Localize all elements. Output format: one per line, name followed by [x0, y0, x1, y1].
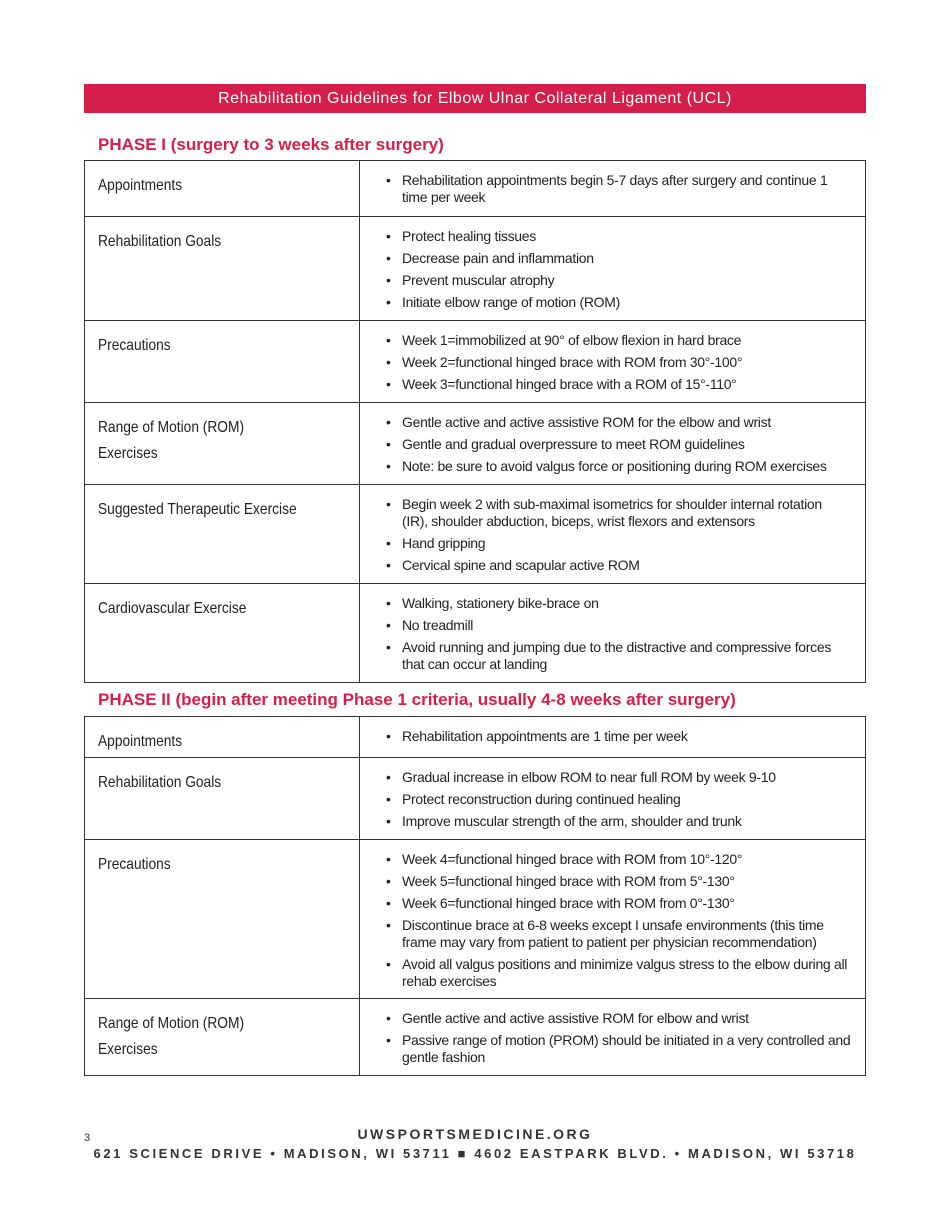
table-row — [85, 758, 866, 840]
row-label-line: Exercises — [98, 1041, 158, 1058]
bullet-list — [386, 332, 851, 393]
row-label — [85, 840, 360, 999]
bullet-list — [386, 496, 851, 574]
bullet-item: • Gentle active and active assistive ROM for elbow and wrist — [386, 1010, 851, 1027]
bullet-list — [386, 728, 851, 745]
bullet-item: • No treadmill — [386, 617, 851, 634]
row-content — [360, 403, 866, 485]
table-row — [85, 485, 866, 584]
bullet-item: • Gentle and gradual overpressure to meet ROM guidelines — [386, 436, 851, 453]
page-number: 3 — [84, 1132, 91, 1144]
row-content — [360, 584, 866, 683]
bullet-item: • Protect reconstruction during continued healing — [386, 791, 851, 808]
table-row — [85, 999, 866, 1076]
row-label — [85, 403, 360, 485]
bullet-item: • Week 2=functional hinged brace with ROM from 30°-100° — [386, 354, 851, 371]
bullet-item: • Cervical spine and scapular active ROM — [386, 557, 851, 574]
row-content — [360, 217, 866, 321]
phase-1-title: PHASE I (surgery to 3 weeks after surgery) — [98, 135, 444, 154]
table-row — [85, 321, 866, 403]
bullet-item: • Note: be sure to avoid valgus force or positioning during ROM exercises — [386, 458, 851, 475]
bullet-list — [386, 1010, 851, 1066]
bullet-item: • Week 1=immobilized at 90° of elbow flexion in hard brace — [386, 332, 851, 349]
bullet-list — [386, 172, 851, 206]
table-row — [85, 584, 866, 683]
bullet-item: • Decrease pain and inflammation — [386, 250, 851, 267]
bullet-item: • Initiate elbow range of motion (ROM) — [386, 294, 851, 311]
phase-2-table — [84, 716, 866, 1076]
row-content — [360, 840, 866, 999]
row-content — [360, 758, 866, 840]
bullet-item: • Week 3=functional hinged brace with a ROM of 15°-110° — [386, 376, 851, 393]
bullet-list — [386, 414, 851, 475]
bullet-list — [386, 851, 851, 990]
bullet-item: • Gradual increase in elbow ROM to near full ROM by week 9-10 — [386, 769, 851, 786]
bullet-item: • Hand gripping — [386, 535, 851, 552]
row-content — [360, 485, 866, 584]
table-row — [85, 403, 866, 485]
row-label — [85, 717, 360, 758]
bullet-item: • Discontinue brace at 6-8 weeks except I unsafe environments (this time frame may vary from patient to patient per physician recommendation) — [386, 917, 851, 951]
document-banner: Rehabilitation Guidelines for Elbow Ulnar Collateral Ligament (UCL) — [84, 84, 866, 113]
row-label — [85, 217, 360, 321]
bullet-item: • Week 6=functional hinged brace with ROM from 0°-130° — [386, 895, 851, 912]
bullet-list — [386, 595, 851, 673]
table-row — [85, 840, 866, 999]
row-label — [85, 584, 360, 683]
row-label-line: Appointments — [98, 177, 183, 194]
table-row — [85, 717, 866, 758]
row-label — [85, 758, 360, 840]
row-label-line: Precautions — [98, 337, 171, 354]
bullet-item: • Week 4=functional hinged brace with ROM from 10°-120° — [386, 851, 851, 868]
row-label-line: Exercises — [98, 445, 158, 462]
bullet-item: • Improve muscular strength of the arm, shoulder and trunk — [386, 813, 851, 830]
table-row — [85, 161, 866, 217]
bullet-item: • Walking, stationery bike-brace on — [386, 595, 851, 612]
bullet-item: • Gentle active and active assistive ROM for the elbow and wrist — [386, 414, 851, 431]
bullet-item: • Begin week 2 with sub-maximal isometrics for shoulder internal rotation (IR), shoulder abduction, biceps, wrist flexors and extensors — [386, 496, 851, 530]
bullet-item: • Rehabilitation appointments are 1 time per week — [386, 728, 851, 745]
row-label — [85, 999, 360, 1076]
row-label — [85, 161, 360, 217]
row-label — [85, 321, 360, 403]
footer-url[interactable]: UWSPORTSMEDICINE.ORG — [357, 1126, 593, 1142]
bullet-item: • Passive range of motion (PROM) should be initiated in a very controlled and gentle fashion — [386, 1032, 851, 1066]
row-content — [360, 161, 866, 217]
bullet-item: • Protect healing tissues — [386, 228, 851, 245]
bullet-list — [386, 228, 851, 311]
bullet-item: • Week 5=functional hinged brace with ROM from 5°-130° — [386, 873, 851, 890]
bullet-item: • Rehabilitation appointments begin 5-7 days after surgery and continue 1 time per week — [386, 172, 851, 206]
bullet-item: • Avoid running and jumping due to the distractive and compressive forces that can occur at landing — [386, 639, 851, 673]
row-label — [85, 485, 360, 584]
bullet-item: • Prevent muscular atrophy — [386, 272, 851, 289]
bullet-list — [386, 769, 851, 830]
row-label-line: Cardiovascular Exercise — [98, 600, 247, 617]
row-label-line: Appointments — [98, 733, 183, 750]
phase-2-title: PHASE II (begin after meeting Phase 1 criteria, usually 4-8 weeks after surgery) — [98, 690, 736, 709]
row-content — [360, 999, 866, 1076]
row-content — [360, 717, 866, 758]
row-label-line: Precautions — [98, 856, 171, 873]
bullet-item: • Avoid all valgus positions and minimize valgus stress to the elbow during all rehab exercises — [386, 956, 851, 990]
row-label-line: Range of Motion (ROM) — [98, 1015, 245, 1032]
row-label-line: Rehabilitation Goals — [98, 774, 222, 791]
phase-1-table — [84, 160, 866, 683]
table-row — [85, 217, 866, 321]
row-label-line: Range of Motion (ROM) — [98, 419, 245, 436]
row-label-line: Rehabilitation Goals — [98, 233, 222, 250]
row-label-line: Suggested Therapeutic Exercise — [98, 501, 297, 518]
row-content — [360, 321, 866, 403]
footer-address: 621 SCIENCE DRIVE • MADISON, WI 53711 ■ 4602 EASTPARK BLVD. • MADISON, WI 53718 — [93, 1146, 857, 1161]
